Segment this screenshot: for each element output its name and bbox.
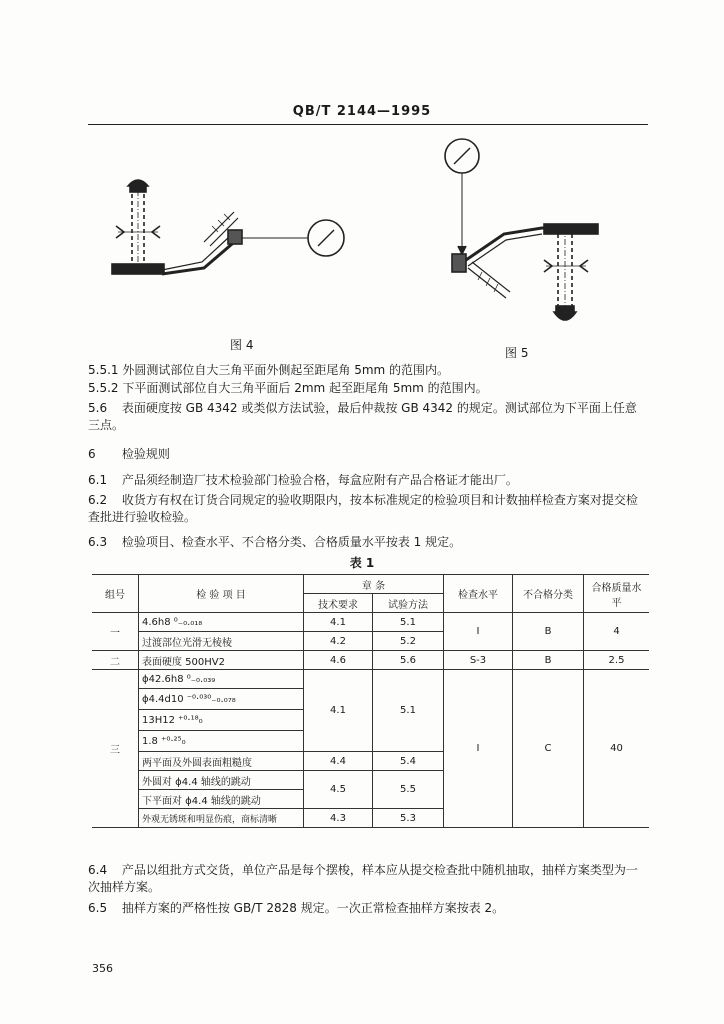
- clause-text: 表面硬度按 GB 4342 或类似方法试验，最后仲裁按 GB 4342 的规定。测试部位为下平面上任意三点。: [88, 401, 637, 432]
- method-cell: 5.1: [373, 613, 444, 632]
- clause-number: 6.2: [88, 493, 108, 507]
- tech-cell: 4.6: [304, 651, 373, 670]
- group-cell: 二: [92, 651, 139, 670]
- figure-4-caption: 图 4: [230, 338, 254, 352]
- method-cell: 5.6: [373, 651, 444, 670]
- tech-cell: 4.3: [304, 809, 373, 828]
- group-cell: 三: [92, 670, 139, 828]
- tech-cell: 4.1: [304, 670, 373, 752]
- method-cell: 5.1: [373, 670, 444, 752]
- tech-cell: 4.1: [304, 613, 373, 632]
- clause-text: 抽样方案的严格性按 GB/T 2828 规定。一次正常检查抽样方案按表 2。: [121, 901, 505, 915]
- clause-number: 5.6: [88, 401, 108, 415]
- clause-6-2: [88, 492, 648, 526]
- item-cell: ϕ42.6h8 ⁰₋₀.₀₃₉: [139, 670, 304, 689]
- table-row: [92, 613, 649, 632]
- clause-text: 检验项目、检查水平、不合格分类、合格质量水平按表 1 规定。: [121, 535, 462, 549]
- level-cell: I: [444, 670, 513, 828]
- header-class: 不合格分类: [513, 575, 584, 613]
- item-cell: 1.8 ⁺⁰·²⁵₀: [139, 731, 304, 752]
- tech-cell: 4.4: [304, 752, 373, 771]
- clause-number: 5.5.1: [88, 363, 119, 377]
- method-cell: 5.2: [373, 632, 444, 651]
- clause-5-6: [88, 400, 648, 434]
- table-row: [92, 670, 649, 689]
- method-cell: 5.3: [373, 809, 444, 828]
- clause-text: 产品以组批方式交货，单位产品是每个摆梭，样本应从提交检查批中随机抽取，抽样方案类型为一次抽样方案。: [88, 863, 638, 894]
- level-cell: I: [444, 613, 513, 651]
- clause-6-3: [88, 534, 648, 551]
- figure-5-diagram: [432, 136, 602, 332]
- class-cell: B: [513, 613, 584, 651]
- clause-6-1: [88, 472, 648, 489]
- clause-6-5: [88, 900, 648, 917]
- header-method: 试验方法: [373, 594, 444, 613]
- page-number: 356: [92, 962, 113, 975]
- aql-cell: 4: [584, 613, 650, 651]
- page-header: QB/T 2144—1995: [292, 104, 432, 119]
- class-cell: B: [513, 651, 584, 670]
- method-cell: 5.5: [373, 771, 444, 809]
- header-group: 组号: [92, 575, 139, 613]
- item-cell: 外观无锈斑和明显伤痕，商标清晰: [139, 809, 304, 828]
- header-rule: [88, 124, 648, 125]
- tech-cell: 4.5: [304, 771, 373, 809]
- header-tech: 技术要求: [304, 594, 373, 613]
- clause-text: 外圆测试部位自大三角平面外侧起至距尾角 5mm 的范围内。: [122, 363, 450, 377]
- header-aql: 合格质量水平: [584, 575, 650, 613]
- clause-number: 5.5.2: [88, 381, 119, 395]
- clause-text: 下平面测试部位自大三角平面后 2mm 起至距尾角 5mm 的范围内。: [122, 381, 488, 395]
- clause-5-5-1: [88, 362, 648, 379]
- tech-cell: 4.2: [304, 632, 373, 651]
- item-cell: 表面硬度 500HV2: [139, 651, 304, 670]
- level-cell: S-3: [444, 651, 513, 670]
- table-title: 表 1: [349, 556, 375, 570]
- clause-number: 6.1: [88, 473, 108, 487]
- figure-5-caption: 图 5: [505, 346, 529, 360]
- item-cell: 下平面对 ϕ4.4 轴线的跳动: [139, 790, 304, 809]
- clause-5-5-2: [88, 380, 648, 397]
- section-6-heading: [88, 446, 648, 463]
- clause-number: 6.3: [88, 535, 108, 549]
- class-cell: C: [513, 670, 584, 828]
- item-cell: 4.6h8 ⁰₋₀.₀₁₈: [139, 613, 304, 632]
- figure-4-diagram: [100, 172, 360, 292]
- inspection-table: [92, 574, 649, 828]
- clause-number: 6.5: [88, 901, 108, 915]
- clause-text: 收货方有权在订货合同规定的验收期限内，按本标准规定的检验项目和计数抽样检查方案对提交检查批进行验收检验。: [88, 493, 638, 524]
- item-cell: ϕ4.4d10 ⁻⁰·⁰³⁰₋₀.₀₇₈: [139, 689, 304, 710]
- group-cell: 一: [92, 613, 139, 651]
- item-cell: 过渡部位光滑无棱棱: [139, 632, 304, 651]
- header-level: 检查水平: [444, 575, 513, 613]
- header-item: 检 验 项 目: [139, 575, 304, 613]
- section-number: 6: [88, 447, 96, 461]
- header-clause: 章 条: [304, 575, 444, 594]
- item-cell: 两平面及外圆表面粗糙度: [139, 752, 304, 771]
- clause-6-4: [88, 862, 648, 896]
- aql-cell: 40: [584, 670, 650, 828]
- method-cell: 5.4: [373, 752, 444, 771]
- clause-number: 6.4: [88, 863, 108, 877]
- aql-cell: 2.5: [584, 651, 650, 670]
- item-cell: 13H12 ⁺⁰·¹⁸₀: [139, 710, 304, 731]
- clause-text: 产品须经制造厂技术检验部门检验合格，每盒应附有产品合格证才能出厂。: [121, 473, 518, 487]
- section-title: 检验规则: [121, 447, 170, 461]
- item-cell: 外圆对 ϕ4.4 轴线的跳动: [139, 771, 304, 790]
- table-row: [92, 651, 649, 670]
